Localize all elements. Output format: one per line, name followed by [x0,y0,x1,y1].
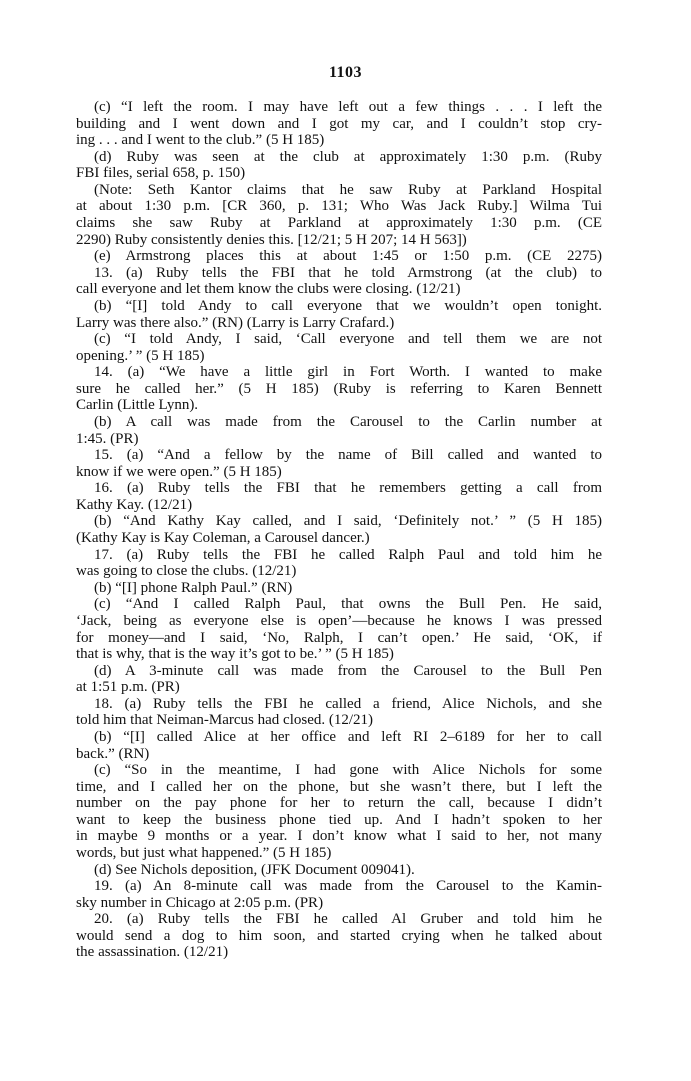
text-line: (b) A call was made from the Carousel to the Carlin number at [94,413,602,430]
text-line: (e) Armstrong places this at about 1:45 or 1:50 p.m. (CE 2275) [94,248,602,265]
text-line: sky number in Chicago at 2:05 p.m. (PR) [76,894,324,911]
text-line: Larry was there also.” (RN) (Larry is Larry Crafard.) [76,314,395,331]
text-line: (b) “And Kathy Kay called, and I said, ‘Definitely not.’ ” (5 H 185) [94,513,602,530]
text-line: (d) Ruby was seen at the club at approximately 1:30 p.m. (Ruby [94,148,602,165]
text-line: (c) “So in the meantime, I had gone with Alice Nichols for some [94,762,602,779]
text-line: ‘Jack, being as everyone else is open’—because he knows I was pressed [76,612,602,629]
text-line: for money—and I said, ‘No, Ralph, I can’t open.’ He said, ‘OK, if [76,629,602,646]
text-line: (c) “I told Andy, I said, ‘Call everyone and tell them we are not [94,331,602,348]
text-line: back.” (RN) [76,745,150,762]
text-line: 2290) Ruby consistently denies this. [12/21; 5 H 207; 14 H 563]) [76,231,467,248]
text-line: at 1:51 p.m. (PR) [76,679,180,696]
text-line: at about 1:30 p.m. [CR 360, p. 131; Who Was Jack Ruby.] Wilma Tui [76,198,602,215]
text-line: 17. (a) Ruby tells the FBI he called Ralph Paul and told him he [94,546,602,563]
text-line: that is why, that is the way it’s got to be.’ ” (5 H 185) [76,646,394,663]
text-line: words, but just what happened.” (5 H 185) [76,845,332,862]
text-line: 14. (a) “We have a little girl in Fort Worth. I wanted to make [94,364,602,381]
text-line: call everyone and let them know the clubs were closing. (12/21) [76,281,461,298]
text-line: 18. (a) Ruby tells the FBI he called a friend, Alice Nichols, and she [94,695,602,712]
text-line: sure he called her.” (5 H 185) (Ruby is referring to Karen Bennett [76,380,602,397]
text-line: 16. (a) Ruby tells the FBI that he remembers getting a call from [94,480,602,497]
text-line: number on the pay phone for her to return the call, because I didn’t [76,795,602,812]
text-line: 20. (a) Ruby tells the FBI he called Al Gruber and told him he [94,911,602,928]
text-line: know if we were open.” (5 H 185) [76,463,282,480]
text-line: would send a dog to him soon, and started crying when he talked about [76,927,602,944]
text-line: told him that Neiman-Marcus had closed. (12/21) [76,712,374,729]
text-line: opening.’ ” (5 H 185) [76,347,205,364]
text-line: want to keep the business phone tied up. And I hadn’t spoken to her [76,811,602,828]
text-line: (c) “I left the room. I may have left out a few things . . . I left the [94,99,602,115]
text-line: FBI files, serial 658, p. 150) [76,165,246,182]
text-line: (b) “[I] called Alice at her office and left RI 2–6189 for her to call [94,728,602,745]
text-line: (d) A 3-minute call was made from the Carousel to the Bull Pen [94,662,602,679]
text-line: (b) “[I] phone Ralph Paul.” (RN) [94,579,293,596]
text-line: Kathy Kay. (12/21) [76,496,193,513]
text-line: time, and I called her on the phone, but she wasn’t there, but I left the [76,778,602,795]
body-text [76,99,602,961]
text-line: 15. (a) “And a fellow by the name of Bill called and wanted to [94,447,602,464]
text-line: (Kathy Kay is Kay Coleman, a Carousel dancer.) [76,530,370,547]
text-line: (Note: Seth Kantor claims that he saw Ruby at Parkland Hospital [94,181,602,198]
text-line: (d) See Nichols deposition, (JFK Document 009041). [94,861,415,878]
page-number: 1103 [328,64,363,81]
text-line: 19. (a) An 8-minute call was made from the Carousel to the Kamin- [94,878,602,895]
text-line: was going to close the clubs. (12/21) [76,563,297,580]
text-line: the assassination. (12/21) [76,944,229,961]
text-line: (b) “[I] told Andy to call everyone that we wouldn’t open tonight. [94,297,602,314]
text-line: in maybe 9 months or a year. I don’t know what I said to her, not many [76,828,602,845]
text-line: building and I went down and I got my car, and I couldn’t stop cry- [76,115,602,132]
text-line: Carlin (Little Lynn). [76,397,199,414]
text-line: claims she saw Ruby at Parkland at approximately 1:30 p.m. (CE [76,215,602,232]
text-line: 13. (a) Ruby tells the FBI that he told Armstrong (at the club) to [94,264,602,281]
text-line: (c) “And I called Ralph Paul, that owns the Bull Pen. He said, [94,596,602,613]
text-line: 1:45. (PR) [76,430,139,447]
text-line: ing . . . and I went to the club.” (5 H 185) [76,132,325,149]
